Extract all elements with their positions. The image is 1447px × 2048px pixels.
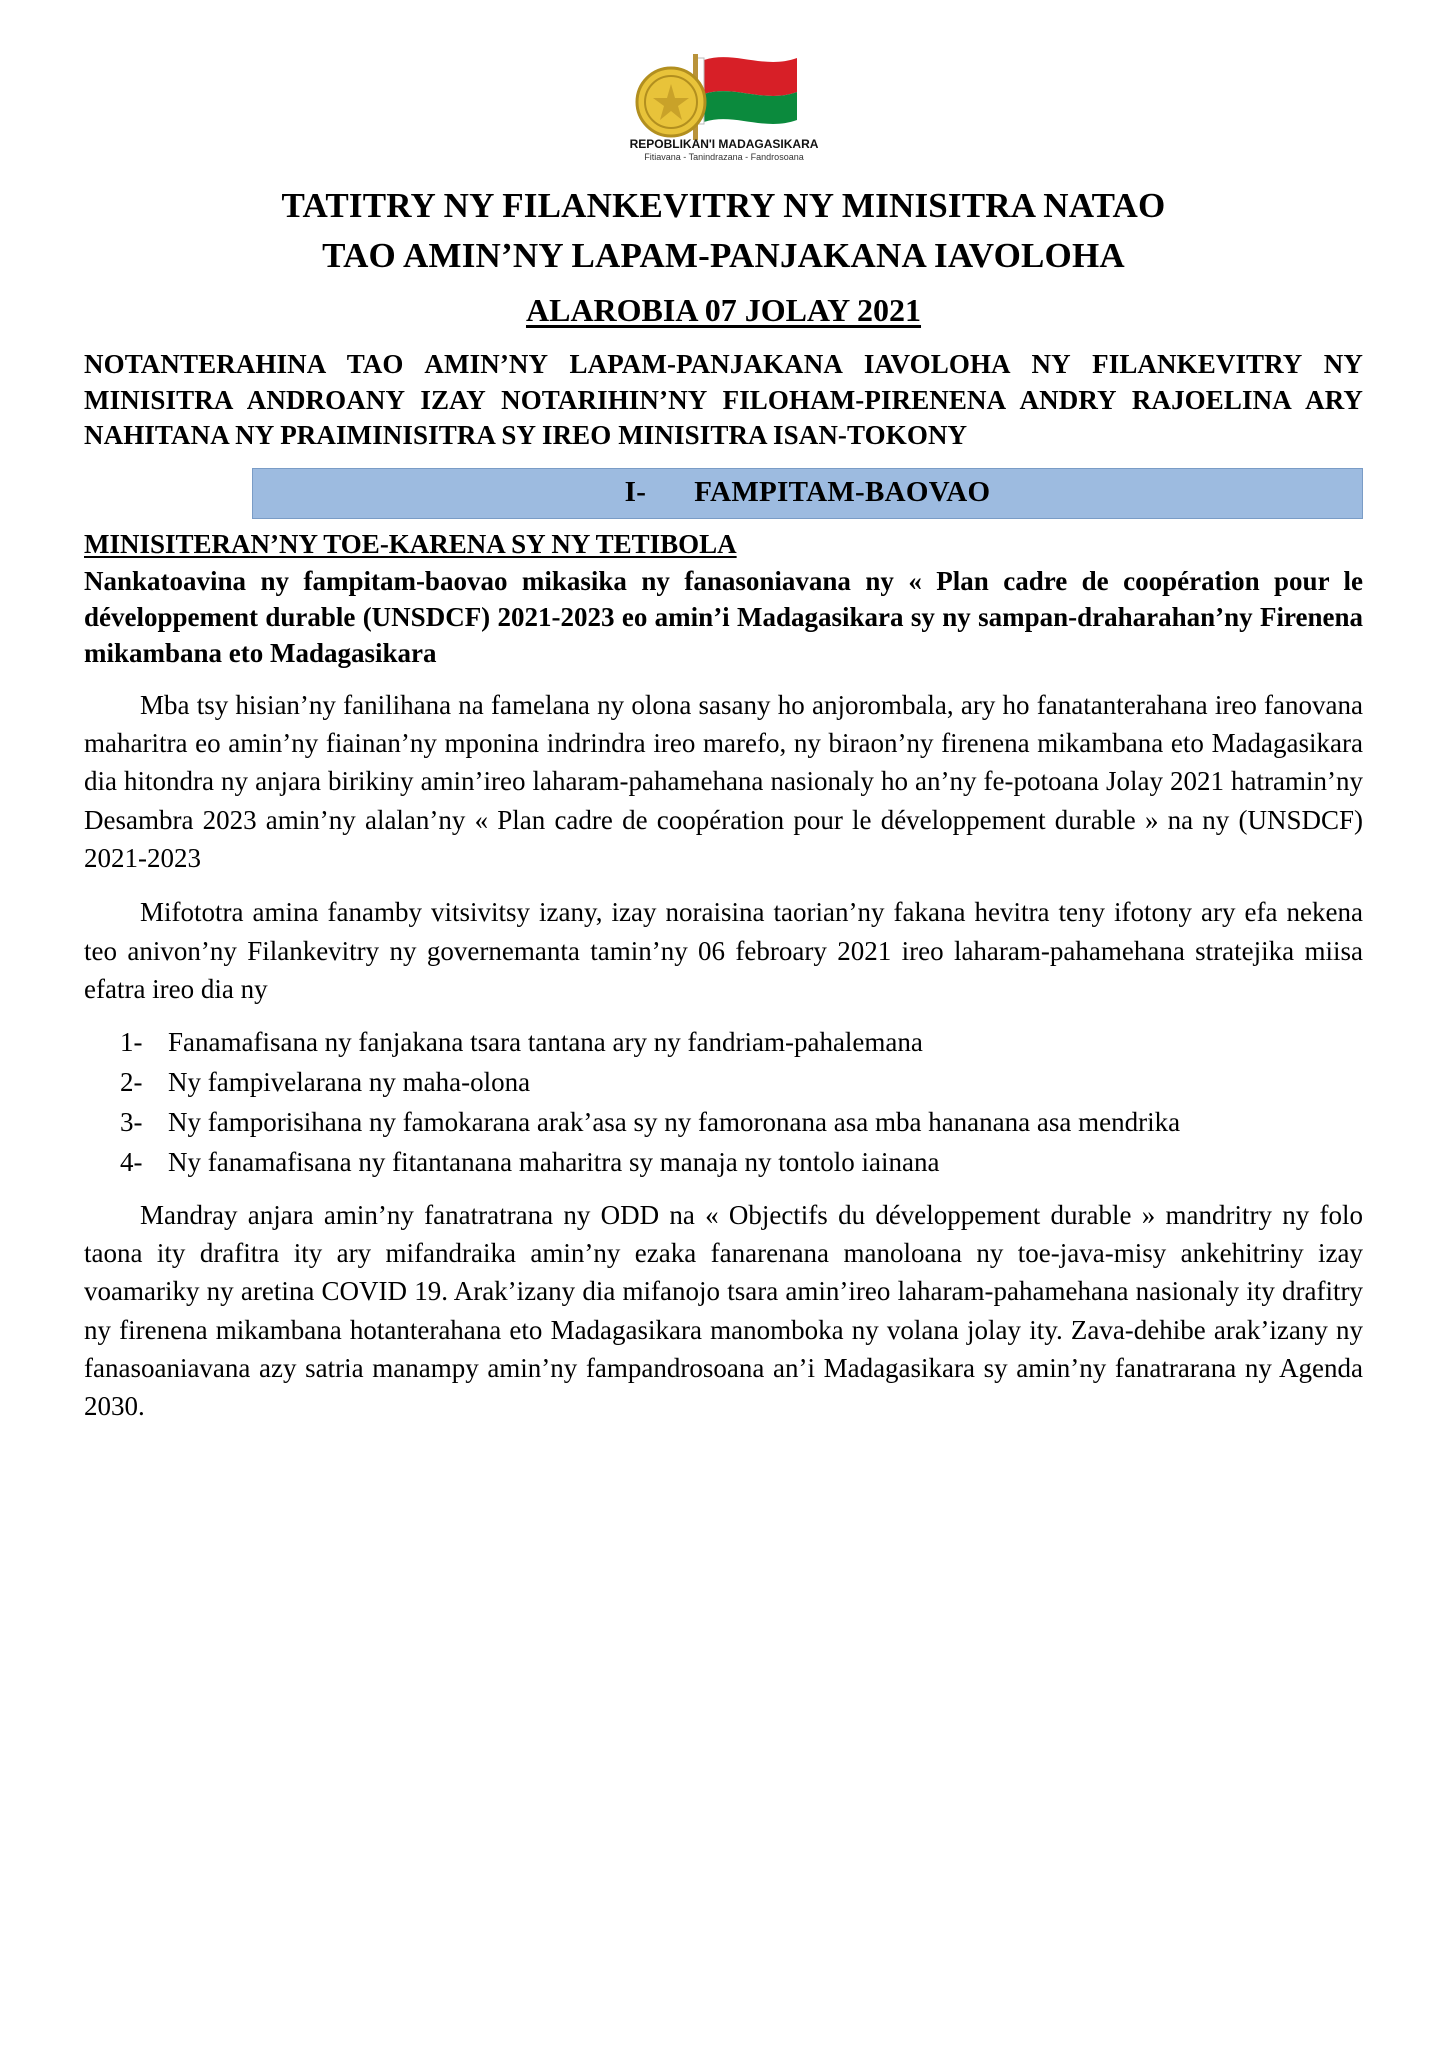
list-item — [120, 1024, 1363, 1062]
section-label: FAMPITAM-BAOVAO — [694, 476, 991, 509]
body-paragraph-1: Mba tsy hisian’ny fanilihana na famelana ny olona sasany ho anjorombala, ary ho fanatanterahana ireo fanovana maharitra eo amin’ny fiainan’ny mponina indrindra ireo marefo, ny biraon’ny firenena mikambana eto Madagasikara dia hitondra ny anjara birikiny amin’ireo laharam-pahamehana nasionaly ho an’ny fe-potoana Jolay 2021 hatramin’ny Desambra 2023 amin’ny alalan’ny « Plan cadre de coopération pour le développement durable » na ny (UNSDCF) 2021-2023 — [84, 689, 1363, 874]
section-banner — [252, 468, 1363, 519]
emblem-container — [84, 48, 1363, 166]
intro-paragraph: NOTANTERAHINA TAO AMIN’NY LAPAM-PANJAKANA IAVOLOHA NY FILANKEVITRY NY MINISITRA ANDROANY IZAY NOTARIHIN’NY FILOHAM-PIRENENA ANDRY RAJOELINA ARY NAHITANA NY PRAIMINISITRA SY IREO MINISITRA ISAN-TOKONY — [84, 349, 1363, 451]
page-title-line2: TAO AMIN’NY LAPAM-PANJAKANA IAVOLOHA — [322, 236, 1125, 276]
list-item — [120, 1144, 1363, 1182]
madagascar-state-emblem-icon — [609, 48, 839, 166]
svg-text:Fitiavana - Tanindrazana - Fan: Fitiavana - Tanindrazana - Fandrosoana — [643, 152, 804, 162]
list-item — [120, 1064, 1363, 1102]
document-date: ALAROBIA 07 JOLAY 2021 — [525, 292, 922, 329]
list-item-label: Ny famporisihana ny famokarana arak’asa sy ny famoronana asa mba hananana asa mendrika — [168, 1107, 1181, 1137]
list-item-label: Fanamafisana ny fanjakana tsara tantana ary ny fandriam-pahalemana — [168, 1027, 923, 1058]
list-item-marker: 1- — [120, 1027, 143, 1058]
list-item-label: Ny fanamafisana ny fitantanana maharitra sy manaja ny tontolo iainana — [168, 1146, 940, 1177]
ministry-lead-paragraph: Nankatoavina ny fampitam-baovao mikasika ny fanasoniavana ny « Plan cadre de coopération pour le développement durable (UNSDCF) 2021-2023 eo amin’i Madagasikara sy ny sampan-draharahan’ny Firenena mikambana eto Madagasikara — [84, 566, 1363, 668]
body-paragraph-2: Mifototra amina fanamby vitsivitsy izany, izay noraisina taorian’ny fakana hevitra teny ifotony ary efa nekena teo anivon’ny Filankevitry ny governemanta tamin’ny 06 febroary 2021 ireo laharam-pahamehana stratejika miisa efatra ireo dia ny — [84, 897, 1363, 1005]
list-item-marker: 2- — [120, 1067, 143, 1098]
svg-text:REPOBLIKAN'I MADAGASIKARA: REPOBLIKAN'I MADAGASIKARA — [629, 137, 818, 151]
list-item-marker: 3- — [120, 1107, 143, 1137]
list-item — [120, 1104, 1363, 1142]
ministry-heading: MINISITERAN’NY TOE-KARENA SY NY TETIBOLA — [84, 529, 737, 560]
page-title-line1: TATITRY NY FILANKEVITRY NY MINISITRA NATAO — [281, 186, 1166, 225]
priority-list — [84, 1024, 1363, 1181]
list-item-label: Ny fampivelarana ny maha-olona — [168, 1067, 531, 1098]
section-number: I- — [624, 476, 647, 509]
list-item-marker: 4- — [120, 1146, 143, 1177]
body-paragraph-3: Mandray anjara amin’ny fanatratrana ny ODD na « Objectifs du développement durable » mandritry ny folo taona ity drafitra ity ary mifandraika amin’ny ezaka fanarenana manoloana ny toe-java-misy ankehitriny izay voamariky ny aretina COVID 19. Arak’izany dia mifanojo tsara amin’ireo laharam-pahamehana nasionaly ity drafitry ny firenena mikambana hotanterahana eto Madagasikara manomboka ny volana jolay ity. Zava-dehibe arak’izany ny fanasoaniavana azy satria manampy amin’ny fampandrosoana an’i Madagasikara sy amin’ny fanatrarana ny Agenda 2030. — [84, 1199, 1363, 1422]
